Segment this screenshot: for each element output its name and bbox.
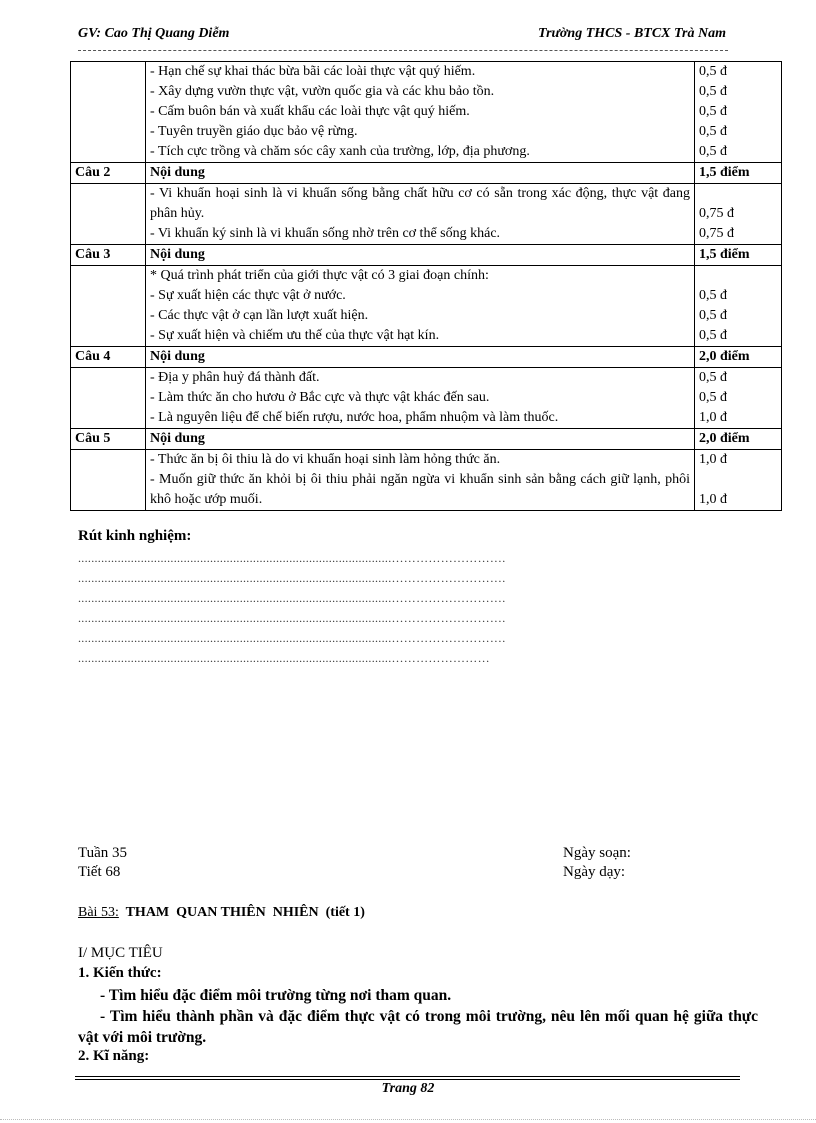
question-header-row <box>71 245 782 266</box>
footer-divider <box>75 1079 740 1080</box>
lesson-title <box>78 905 365 921</box>
point-value: 0,5 đ <box>699 124 727 139</box>
answer-line: * Quá trình phát triển của giới thực vật có 3 giai đoạn chính: <box>150 268 489 283</box>
answer-content <box>146 368 695 429</box>
footer-divider <box>75 1076 740 1077</box>
answer-line: - Địa y phân huỷ đá thành đất. <box>150 370 320 385</box>
answer-content <box>146 450 695 511</box>
answer-line: - Tích cực trồng và chăm sóc cây xanh của trường, lớp, địa phương. <box>150 144 530 159</box>
point-value: 1,0 đ <box>699 452 727 467</box>
question-header-row <box>71 429 782 450</box>
answer-points <box>695 450 782 511</box>
answer-line: - Hạn chế sự khai thác bừa bãi các loài thực vật quý hiếm. <box>150 64 476 79</box>
answer-line: - Sự xuất hiện các thực vật ở nước. <box>150 288 346 303</box>
dotted-line: ...............................................................................................………………………. <box>78 591 506 605</box>
point-value: 1,0 đ <box>699 410 727 425</box>
point-value: 0,75 đ <box>699 226 734 241</box>
total-points: 2,0 điểm <box>695 347 782 368</box>
total-points: 2,0 điểm <box>695 429 782 450</box>
prep-date-label: Ngày soạn: <box>563 845 631 861</box>
answer-line: - Vi khuẩn hoại sinh là vi khuẩn sống bằng chất hữu cơ có sẵn trong xác động, thực vật đang phân hủy. <box>150 186 690 221</box>
page-header <box>78 26 728 44</box>
knowledge-heading: 1. Kiến thức: <box>78 965 162 981</box>
answer-line: - Làm thức ăn cho hươu ở Bắc cực và thực vật khác đến sau. <box>150 390 490 405</box>
question-number: Câu 4 <box>71 347 146 368</box>
answer-line: - Muốn giữ thức ăn khỏi bị ôi thiu phải ngăn ngừa vi khuẩn sinh sản bằng cách giữ lạnh, phôi khô hoặc ướp muối. <box>150 472 690 507</box>
point-value: 0,75 đ <box>699 206 734 221</box>
objectives-heading: I/ MỤC TIÊU <box>78 945 163 961</box>
point-value <box>699 266 777 286</box>
answer-line: - Thức ăn bị ôi thiu là do vi khuẩn hoại sinh làm hỏng thức ăn. <box>150 452 501 467</box>
question-number: Câu 5 <box>71 429 146 450</box>
point-value: 0,5 đ <box>699 144 727 159</box>
answer-line: - Vi khuẩn ký sinh là vi khuẩn sống nhờ trên cơ thể sống khác. <box>150 226 501 241</box>
dotted-line: ...............................................................................................………………………. <box>78 631 506 645</box>
point-value: 0,5 đ <box>699 64 727 79</box>
point-value: 0,5 đ <box>699 84 727 99</box>
content-header: Nội dung <box>146 429 695 450</box>
answer-line: - Các thực vật ở cạn lần lượt xuất hiện. <box>150 308 369 323</box>
total-points: 1,5 điểm <box>695 163 782 184</box>
point-value: 0,5 đ <box>699 370 727 385</box>
teach-date-label: Ngày dạy: <box>563 864 626 880</box>
answer-row <box>71 184 782 245</box>
dotted-line: ...............................................................................................………………………. <box>78 571 506 585</box>
lesson-name: THAM QUAN THIÊN NHIÊN (tiết 1) <box>118 905 365 920</box>
page-number: Trang 82 <box>381 1081 435 1096</box>
dotted-line: ...............................................................................................………………………. <box>78 611 506 625</box>
question-cell <box>71 266 146 347</box>
answer-points <box>695 62 782 163</box>
content-header: Nội dung <box>146 163 695 184</box>
skills-heading: 2. Kĩ năng: <box>78 1048 150 1064</box>
question-number: Câu 2 <box>71 163 146 184</box>
period-label: Tiết 68 <box>78 864 121 880</box>
point-value: 0,5 đ <box>699 328 727 343</box>
answer-points <box>695 266 782 347</box>
answer-row <box>71 450 782 511</box>
answer-row <box>71 368 782 429</box>
answer-line: - Sự xuất hiện và chiếm ưu thế của thực vật hạt kín. <box>150 328 440 343</box>
point-value: 0,5 đ <box>699 390 727 405</box>
week-label: Tuần 35 <box>78 845 128 861</box>
question-cell <box>71 450 146 511</box>
answer-line: - Cấm buôn bán và xuất khẩu các loài thực vật quý hiếm. <box>150 104 470 119</box>
answer-row <box>71 62 782 163</box>
question-header-row <box>71 347 782 368</box>
content-header: Nội dung <box>146 245 695 266</box>
answer-content <box>146 266 695 347</box>
question-cell <box>71 368 146 429</box>
dotted-line: ...............................................................................................………………………. <box>78 551 506 565</box>
question-cell <box>71 184 146 245</box>
point-value: 0,5 đ <box>699 288 727 303</box>
answer-content <box>146 62 695 163</box>
teacher-name: GV: Cao Thị Quang Diễm <box>78 26 230 41</box>
total-points: 1,5 điểm <box>695 245 782 266</box>
answer-line: - Xây dựng vườn thực vật, vườn quốc gia và các khu bảo tồn. <box>150 84 495 99</box>
header-divider <box>78 50 728 51</box>
question-header-row <box>71 163 782 184</box>
answer-content <box>146 184 695 245</box>
answer-line: - Tuyên truyền giáo dục bảo vệ rừng. <box>150 124 358 139</box>
answer-points <box>695 368 782 429</box>
answer-table <box>70 61 782 511</box>
answer-line: - Là nguyên liệu để chế biến rượu, nước hoa, phẩm nhuộm và làm thuốc. <box>150 410 559 425</box>
school-name: Trường THCS - BTCX Trà Nam <box>538 26 726 41</box>
objective-paragraph: - Tìm hiểu thành phần và đặc điểm thực vật có trong môi trường, nêu lên mối quan hệ giữa thực vật với môi trường. <box>78 1008 758 1046</box>
question-number: Câu 3 <box>71 245 146 266</box>
objective-paragraph: - Tìm hiểu đặc điểm môi trường từng nơi tham quan. <box>100 987 452 1004</box>
page-bottom-edge <box>0 1119 816 1120</box>
point-value: 0,5 đ <box>699 104 727 119</box>
answer-points <box>695 184 782 245</box>
dotted-line: ...............................................................................................…………………… <box>78 651 490 665</box>
answer-row <box>71 266 782 347</box>
rut-kinh-nghiem-title: Rút kinh nghiệm: <box>78 528 192 544</box>
point-value: 0,5 đ <box>699 308 727 323</box>
content-header: Nội dung <box>146 347 695 368</box>
lesson-number: Bài 53: <box>78 905 119 920</box>
point-value: 1,0 đ <box>699 492 727 507</box>
question-cell <box>71 62 146 163</box>
